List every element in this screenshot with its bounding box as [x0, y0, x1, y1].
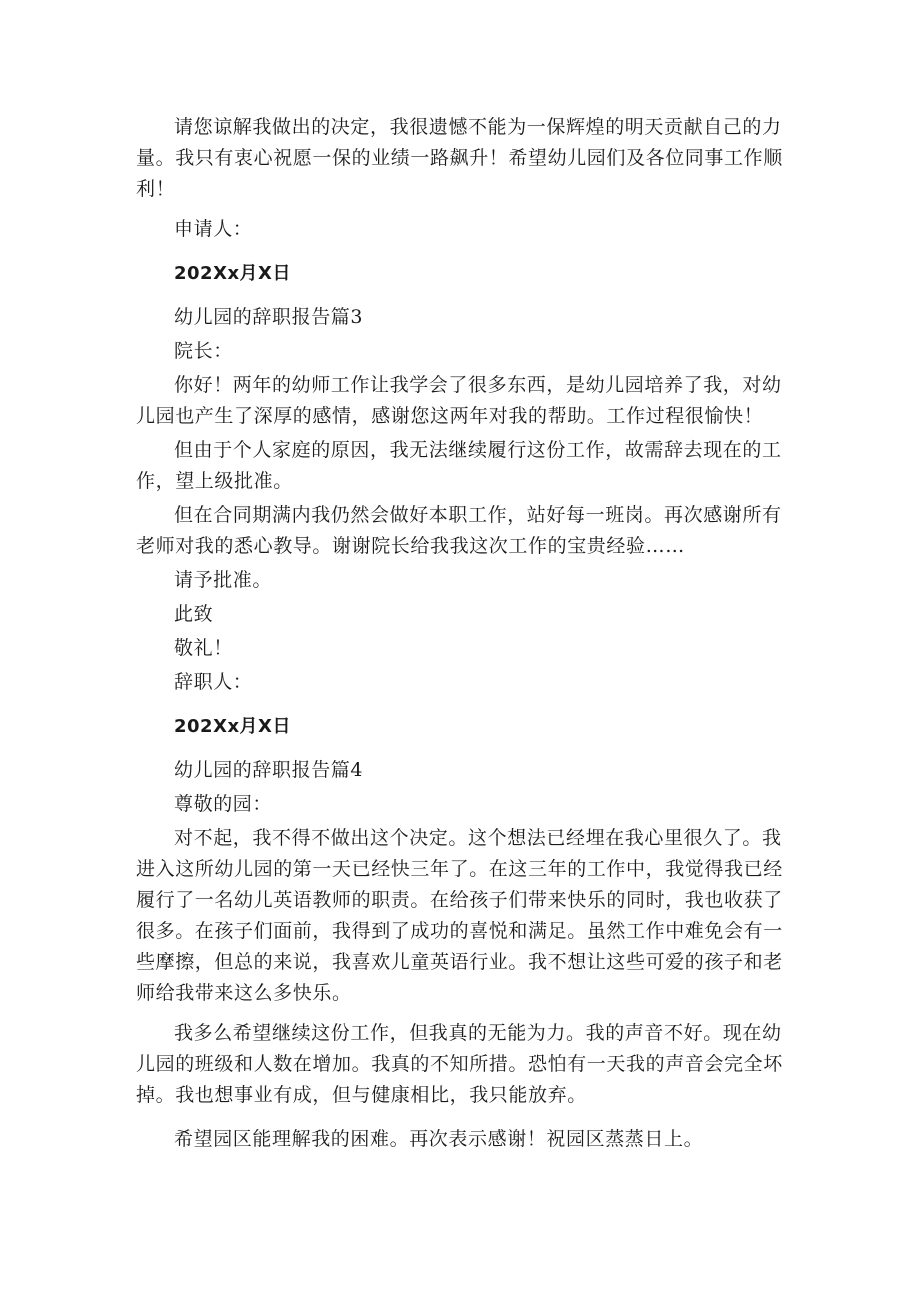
document-body: [136, 112, 796, 1155]
closing-jingli: 敬礼！: [174, 637, 233, 659]
paragraph-closing-wish: 希望园区能理解我的困难。再次表示感谢！祝园区蒸蒸日上。: [174, 1128, 704, 1150]
salutation-director: 院长：: [174, 340, 233, 362]
paragraph-voice: 我多么希望继续这份工作，但我真的无能为力。我的声音不好。现在幼儿园的班级和人数在增加。我真的不知所措。恐怕有一天我的声音会完全坏掉。我也想事业有成，但与健康相比，我只能放弃。: [136, 1022, 783, 1106]
paragraph-greeting: 你好！两年的幼师工作让我学会了很多东西，是幼儿园培养了我，对幼儿园也产生了深厚的感情，感谢您这两年对我的帮助。工作过程很愉快！: [136, 374, 782, 427]
closing-zhizhi: 此致: [174, 603, 214, 625]
request-approval: 请予批准。: [174, 569, 273, 591]
paragraph-commitment: 但在合同期满内我仍然会做好本职工作，站好每一班岗。再次感谢所有老师对我的悉心教导。谢谢院长给我我这次工作的宝贵经验……: [136, 504, 782, 557]
signature-date-2: 202Xx月X日: [174, 716, 291, 737]
section-heading-3: 幼儿园的辞职报告篇3: [174, 306, 364, 328]
paragraph-reason: 但由于个人家庭的原因，我无法继续履行这份工作，故需辞去现在的工作，望上级批准。: [136, 439, 782, 492]
section-heading-4: 幼儿园的辞职报告篇4: [174, 759, 364, 781]
signature-date: 202Xx月X日: [174, 263, 291, 284]
salutation-kindergarten: 尊敬的园：: [174, 793, 273, 815]
paragraph-apology: 请您谅解我做出的决定，我很遗憾不能为一保辉煌的明天贡献自己的力量。我只有衷心祝愿一保的业绩一路飙升！希望幼儿园们及各位同事工作顺利！: [136, 116, 783, 200]
paragraph-decision: 对不起，我不得不做出这个决定。这个想法已经埋在我心里很久了。我进入这所幼儿园的第一天已经快三年了。在这三年的工作中，我觉得我已经履行了一名幼儿英语教师的职责。在给孩子们带来快乐的同时，我也收获了很多。在孩子们面前，我得到了成功的喜悦和满足。虽然工作中难免会有一些摩擦，但总的来说，我喜欢儿童英语行业。我不想让这些可爱的孩子和老师给我带来这么多快乐。: [136, 827, 783, 1004]
resigner-signature: 辞职人：: [174, 671, 253, 693]
applicant-signature: 申请人：: [174, 218, 253, 240]
